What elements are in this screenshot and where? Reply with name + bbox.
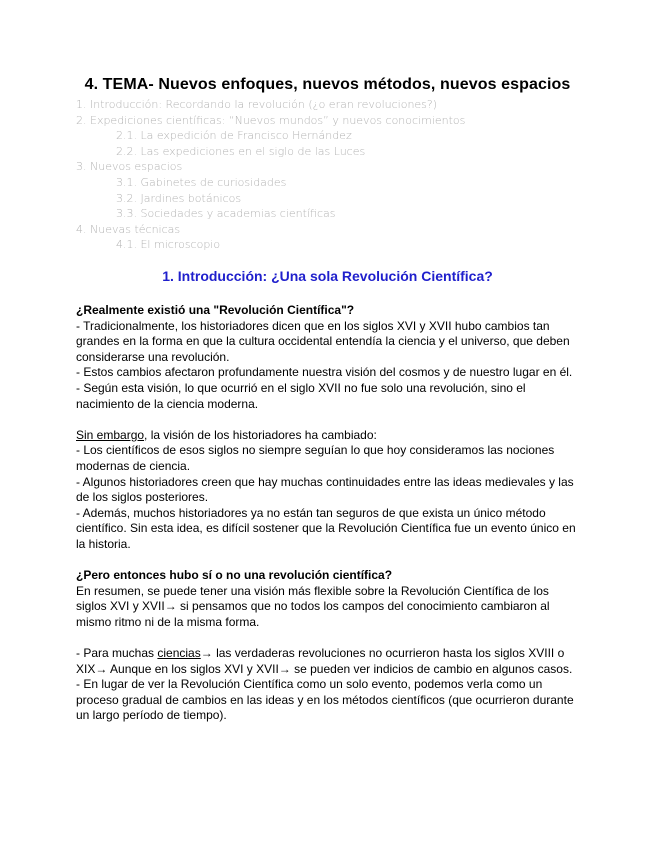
document-body	[76, 303, 581, 724]
paragraph: - Algunos historiadores creen que hay muchas continuidades entre las ideas medievales y las de los siglos posteriores.	[76, 474, 574, 505]
underlined-text: ciencias	[157, 646, 201, 661]
paragraph: - Según esta visión, lo que ocurrió en el siglo XVII no fue solo una revolución, sino el nacimiento de la ciencia moderna.	[76, 380, 526, 411]
paragraph	[76, 646, 581, 677]
toc-item[interactable]: 2. Expediciones científicas: “Nuevos mundos” y nuevos conocimientos	[76, 113, 466, 127]
toc-subitem[interactable]: 2.1. La expedición de Francisco Hernández	[116, 129, 352, 143]
toc-item[interactable]: 1. Introducción: Recordando la revolución (¿o eran revoluciones?)	[76, 98, 438, 111]
toc-subitem[interactable]: 4.1. El microscopio	[116, 238, 221, 252]
paragraph: - Los científicos de esos siglos no siempre seguían lo que hoy consideramos las nociones modernas de ciencia.	[76, 443, 555, 473]
paragraph: En resumen, se puede tener una visión más flexible sobre la Revolución Científica de los siglos XVI y XVII→ si pensamos que no todos los campos del conocimiento cambiaron al mismo ritmo ni de la misma forma.	[76, 583, 550, 629]
paragraph-text: → las verdaderas revoluciones no ocurrieron hasta los siglos XVIII o XIX→ Aunque en los siglos XVI y XVII→ se pueden ver indicios de cambio en algunos casos.	[76, 646, 573, 676]
paragraph-text: , la visión de los historiadores ha cambiado:	[144, 427, 377, 442]
toc-item[interactable]: 4. Nuevas técnicas	[76, 222, 181, 236]
question-heading: ¿Realmente existió una "Revolución Científica"?	[76, 303, 355, 317]
underlined-text: Sin embargo	[76, 427, 145, 442]
toc-subitem[interactable]: 3.2. Jardines botánicos	[116, 191, 242, 205]
paragraph	[76, 428, 581, 444]
toc-subitem[interactable]: 2.2. Las expediciones en el siglo de las Luces	[116, 144, 366, 158]
section-heading: 1. Introducción: ¿Una sola Revolución Científica?	[162, 268, 493, 284]
table-of-contents	[76, 97, 596, 253]
question-heading: ¿Pero entonces hubo sí o no una revolución científica?	[76, 568, 393, 583]
paragraph: - En lugar de ver la Revolución Científica como un solo evento, podemos verla como un proceso gradual de cambios en las ideas y en los métodos científicos (que ocurrieron durante un largo período de tiempo).	[76, 677, 574, 723]
toc-subitem[interactable]: 3.1. Gabinetes de curiosidades	[116, 175, 287, 189]
paragraph: - Tradicionalmente, los historiadores dicen que en los siglos XVI y XVII hubo cambios tan grandes en la forma en que la cultura occidental entendía la ciencia y el universo, que deben considerarse una revolución.	[76, 318, 570, 364]
toc-item[interactable]: 3. Nuevos espacios	[76, 160, 183, 174]
paragraph: - Estos cambios afectaron profundamente nuestra visión del cosmos y de nuestro lugar en él.	[76, 365, 573, 380]
toc-subitem[interactable]: 3.3. Sociedades y academias científicas	[116, 207, 336, 221]
paragraph-text: - Para muchas	[76, 646, 158, 661]
paragraph: - Además, muchos historiadores ya no están tan seguros de que exista un único método científico. Sin esta idea, es difícil sostener que la Revolución Científica fue un evento único en la historia.	[76, 505, 576, 551]
document-title: 4. TEMA- Nuevos enfoques, nuevos métodos, nuevos espacios	[84, 76, 571, 93]
